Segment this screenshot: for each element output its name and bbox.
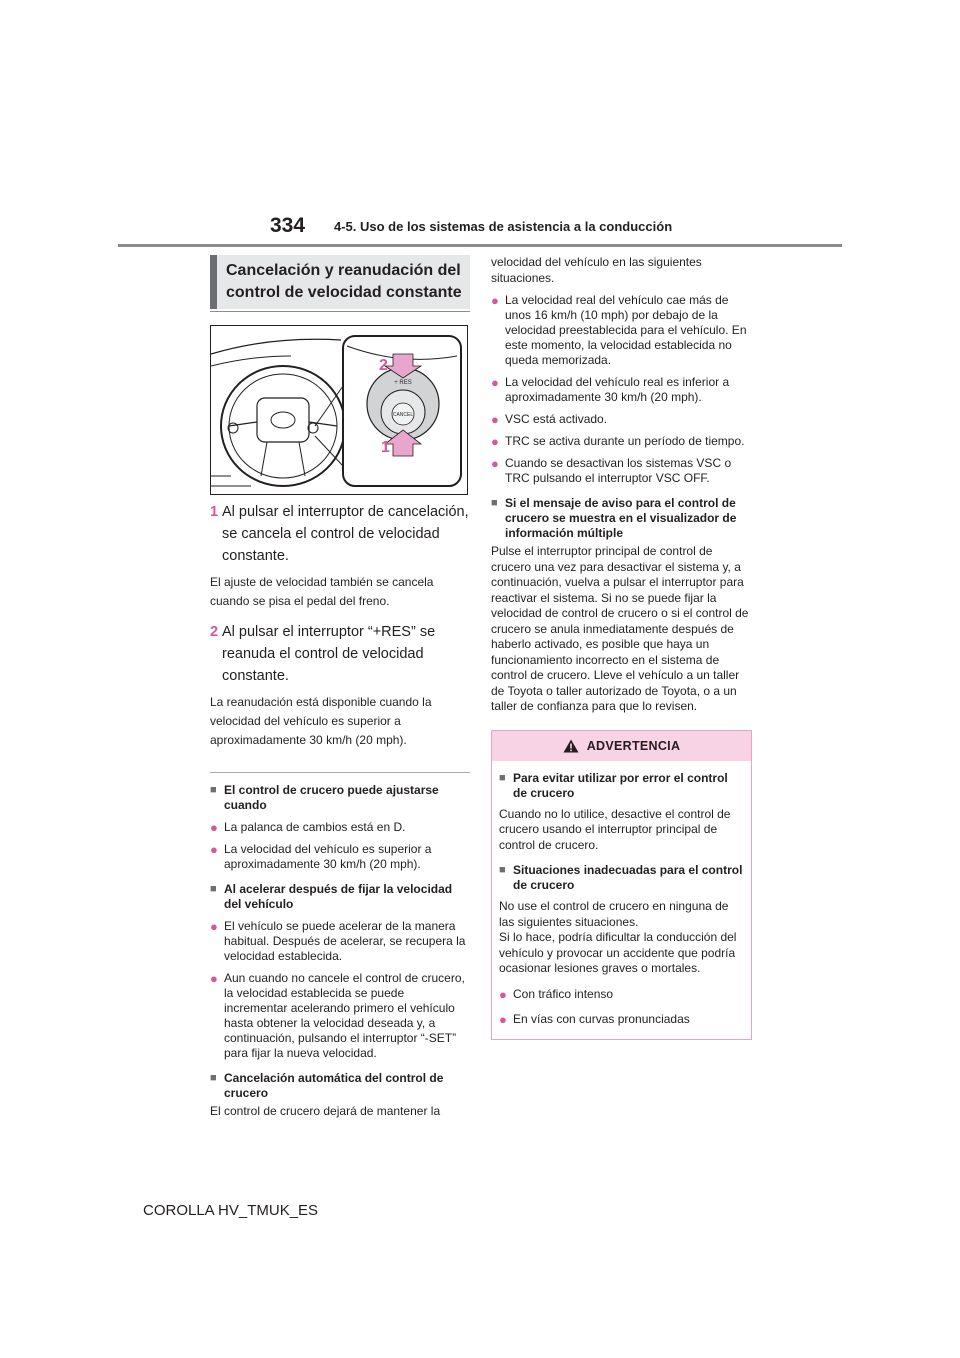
list-item-text: Con tráfico intenso — [513, 986, 614, 1001]
note-heading — [491, 496, 752, 541]
warning-heading — [499, 863, 744, 893]
list-item — [210, 919, 470, 964]
step-2 — [210, 621, 470, 687]
square-bullet-icon: ■ — [499, 771, 506, 784]
note-heading-text: Cancelación automática del control de crucero — [224, 1071, 444, 1100]
warning-title: ADVERTENCIA — [586, 738, 681, 753]
footer-model-code: COROLLA HV_TMUK_ES — [143, 1202, 319, 1219]
bullet-dot-icon: ● — [499, 1011, 507, 1027]
list-item — [491, 434, 752, 449]
chapter-title: 4-5. Uso de los sistemas de asistencia a la conducción — [334, 219, 673, 234]
warning-body — [492, 771, 751, 1027]
bullet-dot-icon: ● — [491, 375, 499, 390]
note-heading — [210, 783, 470, 813]
note-heading — [210, 882, 470, 912]
warning-paragraph: No use el control de crucero en ninguna de las siguientes situaciones. — [499, 899, 729, 929]
warning-heading-text: Situaciones inadecuadas para el control de crucero — [513, 863, 743, 892]
page-number: 334 — [270, 214, 306, 237]
list-item — [210, 971, 470, 1061]
list-item — [491, 456, 752, 486]
step-2-note: La reanudación está disponible cuando la velocidad del vehículo es superior a aproximadamente 30 km/h (20 mph). — [210, 695, 432, 747]
paragraph: Pulse el interruptor principal de control de crucero una vez para desactivar el sistema y, a continuación, vuelva a pulsar el interruptor para reactivar el sistema. Si no se puede fijar la velocidad de control de crucero o si el control de crucero se anula inmediatamente después de haberlo activado, es posible que haya un funcionamiento incorrecto en el sistema de control de crucero. Lleve el vehículo a un taller de Toyota o taller autorizado de Toyota, o a un taller de confianza para que lo revisen. — [491, 544, 749, 713]
section-heading — [210, 255, 470, 309]
square-bullet-icon: ■ — [210, 784, 217, 796]
paragraph: El control de crucero dejará de mantener la — [210, 1104, 441, 1118]
switch-cancel-label: CANCEL — [392, 412, 414, 418]
step-1-number: 1 — [210, 504, 219, 520]
bullet-dot-icon: ● — [210, 820, 218, 835]
note-heading-text: El control de crucero puede ajustarse cuando — [224, 783, 439, 812]
warning-heading-text: Para evitar utilizar por error el control de crucero — [513, 770, 728, 800]
right-column — [491, 255, 752, 1040]
list-item-text: El vehículo se puede acelerar de la manera habitual. Después de acelerar, se recupera la velocidad establecida. — [224, 919, 466, 963]
bullet-dot-icon: ● — [491, 293, 499, 308]
bullet-dot-icon: ● — [210, 971, 218, 986]
bullet-dot-icon: ● — [210, 919, 218, 934]
list-item — [499, 1012, 744, 1027]
bullet-dot-icon: ● — [491, 412, 499, 427]
warning-triangle-icon — [563, 739, 579, 753]
warning-header — [492, 731, 751, 761]
list-item — [499, 987, 744, 1002]
list-item — [210, 842, 470, 872]
list-item-text: La velocidad real del vehículo cae más de unos 16 km/h (10 mph) por debajo de la velocidad preestablecida para el vehículo. En este momento, la velocidad establecida no queda memorizada. — [505, 293, 747, 367]
note-heading — [210, 1071, 470, 1101]
switch-res-label: + RES — [394, 380, 412, 386]
list-item — [491, 293, 752, 368]
square-bullet-icon: ■ — [210, 1072, 217, 1084]
list-item-text: La velocidad del vehículo es superior a aproximadamente 30 km/h (20 mph). — [224, 842, 432, 871]
step-1 — [210, 501, 470, 567]
warning-paragraph: Si lo hace, podría dificultar la conducción del vehículo y provocar un accidente que podría ocasionar lesiones graves o mortales. — [499, 930, 737, 975]
paragraph-continued: velocidad del vehículo en las siguientes situaciones. — [491, 255, 702, 285]
warning-box — [491, 730, 752, 1040]
step-2-number: 2 — [210, 624, 219, 640]
section-title-line2: control de velocidad constante — [226, 284, 462, 301]
note-heading-text: Si el mensaje de aviso para el control de crucero se muestra en el visualizador de información múltiple — [505, 496, 737, 540]
left-column — [210, 255, 470, 1120]
section-title-line1: Cancelación y reanudación del — [226, 262, 461, 279]
list-item-text: Aun cuando no cancele el control de crucero, la velocidad establecida se puede incrementar acelerando primero el vehículo hasta obtener la velocidad deseada y, a continuación, pulsando el interruptor “-SET” para fijar la nueva velocidad. — [224, 971, 465, 1060]
bullet-dot-icon: ● — [491, 456, 499, 471]
step-1-note: El ajuste de velocidad también se cancela cuando se pisa el pedal del freno. — [210, 575, 434, 608]
bullet-dot-icon: ● — [499, 986, 507, 1002]
header-rule — [118, 244, 842, 247]
square-bullet-icon: ■ — [499, 864, 506, 876]
list-item — [491, 412, 752, 427]
list-item-text: VSC está activado. — [505, 412, 608, 426]
warning-heading — [499, 771, 744, 801]
step-1-text: Al pulsar el interruptor de cancelación, se cancela el control de velocidad constante. — [222, 504, 469, 564]
list-item-text: Cuando se desactivan los sistemas VSC o TRC pulsando el interruptor VSC OFF. — [505, 456, 732, 485]
notes-divider — [210, 772, 470, 773]
warning-paragraph: Cuando no lo utilice, desactive el control de crucero usando el interruptor principal de control de crucero. — [499, 806, 731, 852]
illustration-svg — [211, 326, 468, 495]
steering-switch-illustration — [210, 325, 468, 495]
list-item-text: TRC se activa durante un período de tiempo. — [505, 434, 745, 448]
bullet-dot-icon: ● — [210, 842, 218, 857]
callout-1: 1 — [381, 439, 390, 456]
list-item — [491, 375, 752, 405]
list-item-text: La palanca de cambios está en D. — [224, 820, 406, 834]
section-underline — [210, 311, 470, 312]
note-heading-text: Al acelerar después de fijar la velocidad del vehículo — [224, 882, 453, 911]
list-item-text: En vías con curvas pronunciadas — [513, 1011, 690, 1026]
list-item-text: La velocidad del vehículo real es inferior a aproximadamente 30 km/h (20 mph). — [505, 375, 730, 404]
callout-2: 2 — [379, 357, 388, 374]
square-bullet-icon: ■ — [210, 883, 217, 895]
bullet-dot-icon: ● — [491, 434, 499, 449]
step-2-text: Al pulsar el interruptor “+RES” se reanuda el control de velocidad constante. — [222, 624, 436, 684]
square-bullet-icon: ■ — [491, 497, 498, 509]
list-item — [210, 820, 470, 835]
